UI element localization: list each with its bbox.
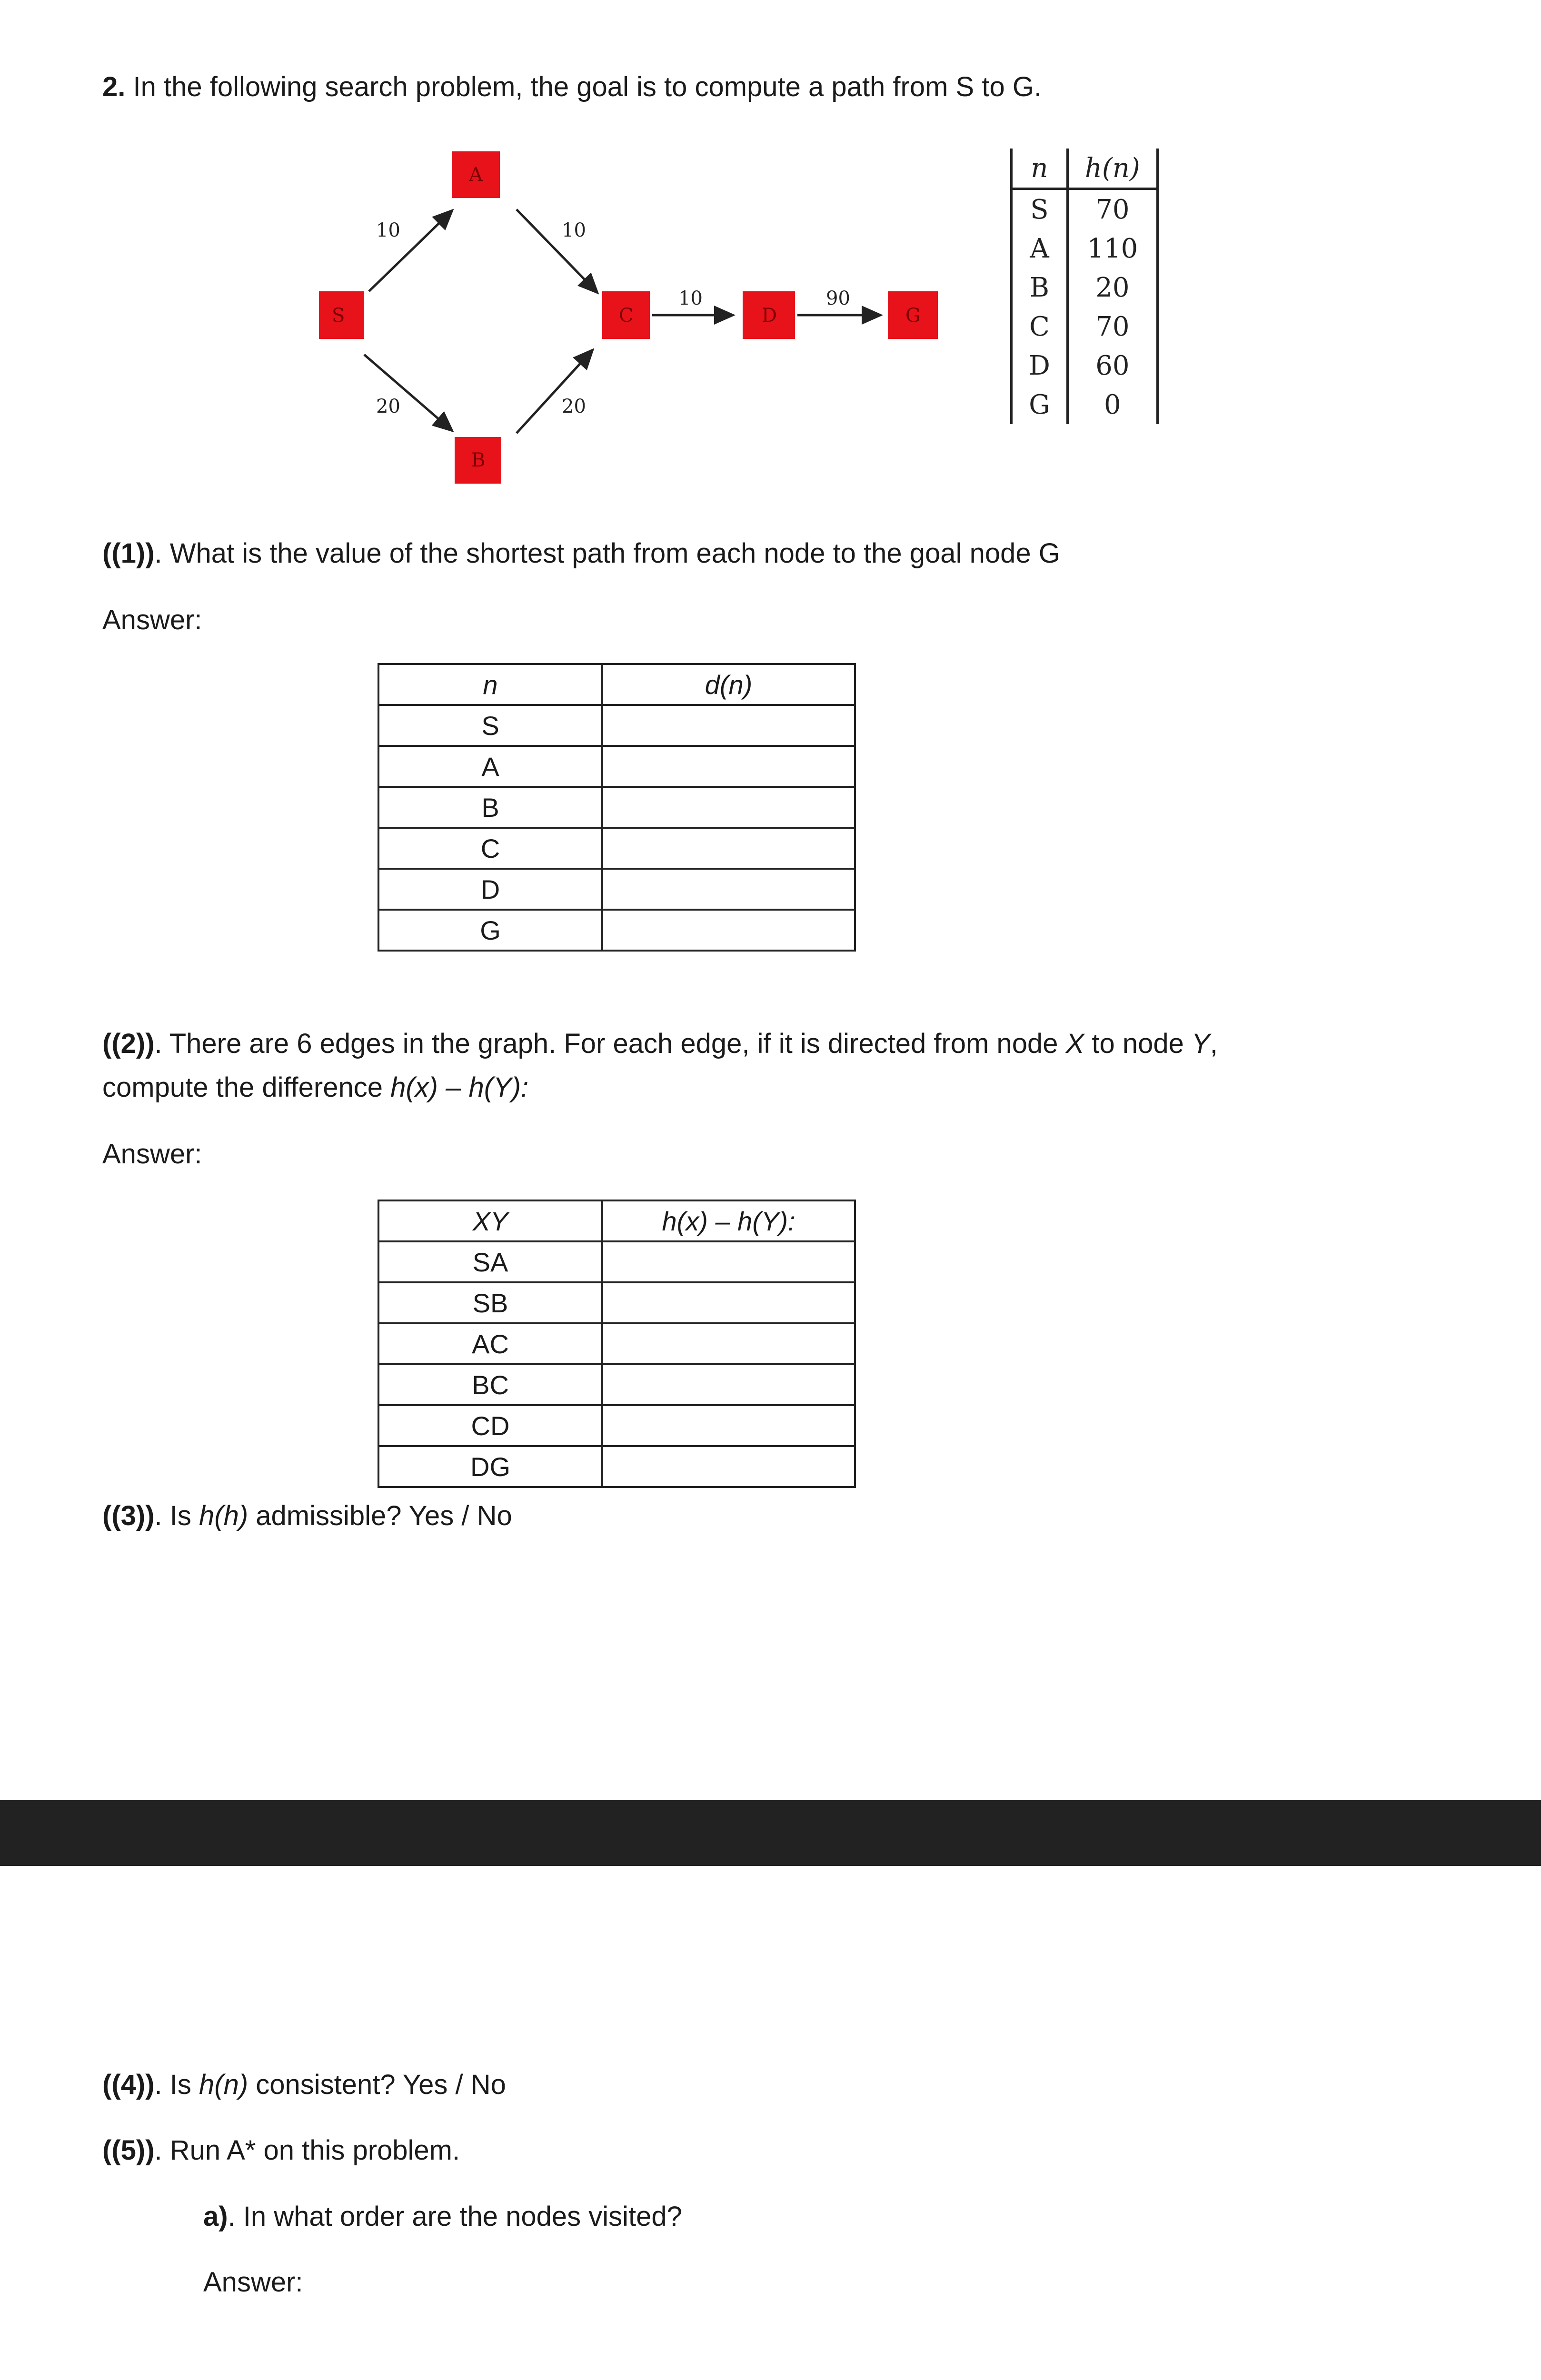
table-row: D: [378, 869, 855, 910]
table-row: DG: [378, 1446, 855, 1487]
q4-label: ((4)): [102, 2069, 155, 2100]
heuristic-table: [1010, 149, 1159, 424]
svg-text:B: B: [471, 449, 486, 471]
answer-cell[interactable]: [602, 869, 855, 910]
table-row: AC: [378, 1323, 855, 1364]
node-b: [455, 437, 501, 484]
edge-cost-a-c: 10: [562, 219, 586, 241]
node-a: [452, 151, 500, 198]
table-row: CD: [378, 1405, 855, 1446]
heuristic-header-n: n: [1012, 149, 1068, 189]
question-number: 2.: [102, 71, 126, 102]
node-s: [319, 291, 364, 339]
heuristic-header-hn: h(n): [1067, 149, 1157, 189]
q1-header-dn: d(n): [602, 664, 855, 705]
q2-header-diff: h(x) – h(Y):: [602, 1200, 855, 1241]
q1-label: ((1)): [102, 538, 155, 569]
q5a-answer-label: Answer:: [203, 2267, 303, 2298]
answer-cell[interactable]: [602, 1446, 855, 1487]
heuristic-row: A 110: [1012, 229, 1158, 268]
search-graph: [0, 0, 1541, 524]
edge-cost-b-c: 20: [562, 396, 586, 417]
svg-text:A: A: [469, 164, 483, 186]
edge-cost-d-g: 90: [826, 288, 850, 309]
heuristic-row: B 20: [1012, 268, 1158, 307]
answer-cell[interactable]: [602, 910, 855, 951]
q4-text: ((4)). Is h(n) consistent? Yes / No: [102, 2069, 506, 2100]
heuristic-row: D 60: [1012, 346, 1158, 385]
answer-cell[interactable]: [602, 787, 855, 828]
svg-text:D: D: [762, 305, 777, 327]
table-row: S: [378, 705, 855, 746]
table-row: SA: [378, 1241, 855, 1282]
q1-answer-table: [378, 663, 856, 952]
heuristic-row: S 70: [1012, 189, 1158, 229]
answer-cell[interactable]: [602, 1364, 855, 1405]
answer-cell[interactable]: [602, 746, 855, 787]
q1-answer-label: Answer:: [102, 605, 202, 635]
answer-cell[interactable]: [602, 705, 855, 746]
q5-label: ((5)): [102, 2135, 155, 2166]
answer-cell[interactable]: [602, 1282, 855, 1323]
q2-text-line1: ((2)). There are 6 edges in the graph. For each edge, if it is directed from node X to node Y,: [102, 1028, 1218, 1059]
q2-text-line2: compute the difference h(x) – h(Y):: [102, 1072, 529, 1103]
answer-cell[interactable]: [602, 1241, 855, 1282]
edge-cost-s-b: 20: [376, 396, 400, 417]
node-c: [602, 291, 650, 339]
answer-cell[interactable]: [602, 1405, 855, 1446]
q5a-text: a). In what order are the nodes visited?: [203, 2201, 682, 2232]
table-row: B: [378, 787, 855, 828]
table-row: G: [378, 910, 855, 951]
svg-text:G: G: [905, 305, 921, 327]
table-row: A: [378, 746, 855, 787]
node-d: [743, 291, 795, 339]
table-row: SB: [378, 1282, 855, 1323]
table-row: BC: [378, 1364, 855, 1405]
q1-text: ((1)). What is the value of the shortest path from each node to the goal node G: [102, 538, 1060, 569]
answer-cell[interactable]: [602, 1323, 855, 1364]
edge-b-c: [517, 350, 593, 433]
q2-answer-table: [378, 1200, 856, 1488]
answer-cell[interactable]: [602, 828, 855, 869]
q2-label: ((2)): [102, 1028, 155, 1059]
edge-cost-c-d: 10: [678, 288, 703, 309]
svg-text:S: S: [332, 305, 345, 327]
q3-label: ((3)): [102, 1500, 155, 1531]
q5-text: ((5)). Run A* on this problem.: [102, 2135, 460, 2166]
page-divider: [0, 1800, 1541, 1866]
edge-cost-s-a: 10: [376, 219, 400, 241]
heuristic-row: G 0: [1012, 385, 1158, 424]
heuristic-row: C 70: [1012, 307, 1158, 346]
q2-header-xy: XY: [378, 1200, 602, 1241]
svg-text:C: C: [619, 305, 634, 327]
edge-s-b: [364, 355, 452, 431]
question-header-text: In the following search problem, the goal is to compute a path from S to G.: [125, 71, 1042, 102]
q3-text: ((3)). Is h(h) admissible? Yes / No: [102, 1500, 512, 1531]
q2-answer-label: Answer:: [102, 1139, 202, 1170]
q1-header-n: n: [378, 664, 602, 705]
table-row: C: [378, 828, 855, 869]
node-g: [888, 291, 938, 339]
